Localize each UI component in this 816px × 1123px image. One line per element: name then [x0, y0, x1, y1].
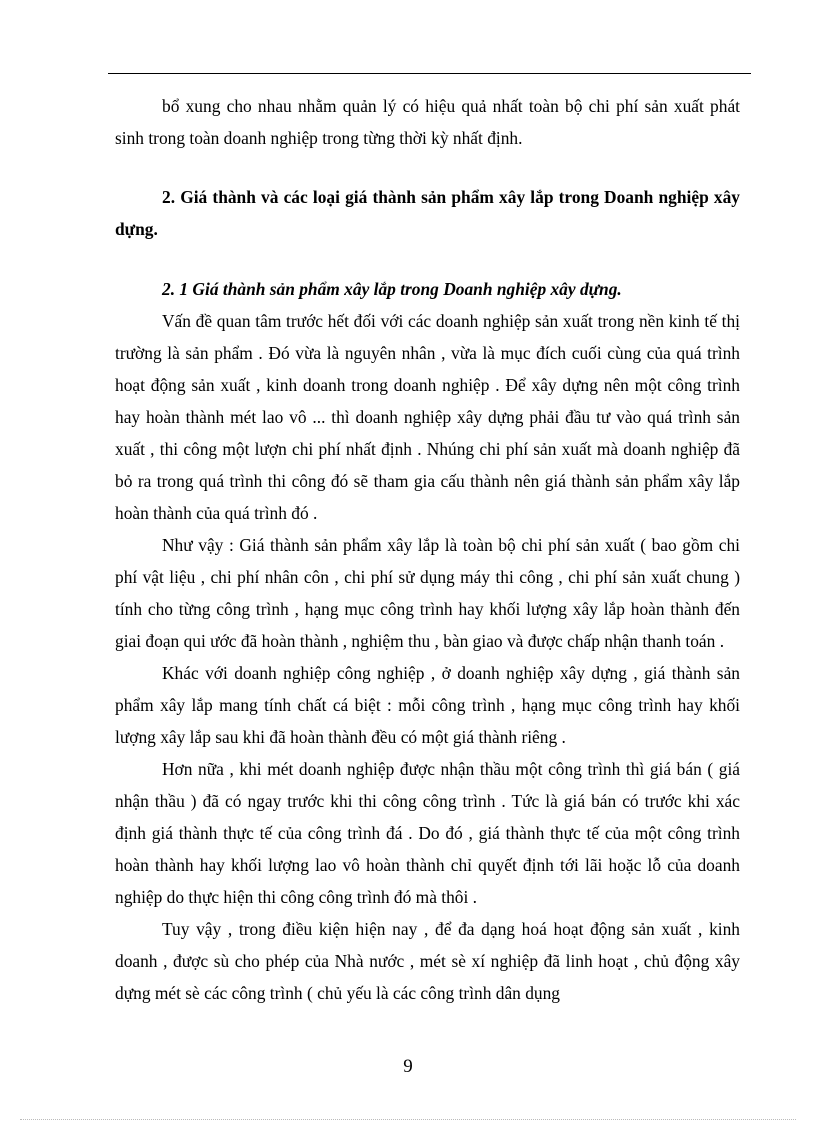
subsection-heading: 2. 1 Giá thành sản phẩm xây lắp trong Doanh nghiệp xây dựng. — [162, 279, 622, 299]
paragraph: Vấn đề quan tâm trước hết đối với các doanh nghiệp sản xuất trong nền kinh tế thị trường là sản phẩm . Đó vừa là nguyên nhân , vừa là mục đích cuối cùng của quá trình hoạt động sản xuất , kinh doanh trong doanh nghiệp . Để xây dựng nên một công trình hay hoàn thành mét lao vô ... thì doanh nghiệp xây dựng phải đầu tư vào quá trình sản xuất , thi công một lượn chi phí nhất định . Nhúng chi phí sản xuất mà doanh nghiệp đã bỏ ra trong quá trình thi công đó sẽ tham gia cấu thành nên giá thành sản phẩm xây lắp hoàn thành của quá trình đó . — [115, 311, 740, 523]
paragraph: Hơn nữa , khi mét doanh nghiệp được nhận thầu một công trình thì giá bán ( giá nhận thầu ) đã có ngay trước khi thi công công trình . Tức là giá bán có trước khi xác định giá thành thực tế của công trình đá . Do đó , giá thành thực tế của một công trình hoàn thành hay khối lượng lao vô hoàn thành chỉ quyết định tới lãi hoặc lỗ của doanh nghiệp do thực hiện thi công công trình đó mà thôi . — [115, 759, 740, 907]
section-heading: 2. Giá thành và các loại giá thành sản phẩm xây lắp trong Doanh nghiệp xây dựng. — [115, 187, 740, 239]
paragraph: Tuy vậy , trong điều kiện hiện nay , để đa dạng hoá hoạt động sản xuất , kinh doanh , được sù cho phép của Nhà nước , mét sè xí nghiệp đã linh hoạt , chủ động xây dựng mét sè các công trình ( chủ yếu là các công trình dân dụng — [115, 919, 740, 1003]
paragraph: Như vậy : Giá thành sản phẩm xây lắp là toàn bộ chi phí sản xuất ( bao gồm chi phí vật liệu , chi phí nhân côn , chi phí sử dụng máy thi công , chi phí sản xuất chung ) tính cho từng công trình , hạng mục công trình hay khối lượng xây lắp hoàn thành đến giai đoạn qui ước đã hoàn thành , nghiệm thu , bàn giao và được chấp nhận thanh toán . — [115, 535, 740, 651]
paragraph-intro: bổ xung cho nhau nhằm quản lý có hiệu quả nhất toàn bộ chi phí sản xuất phát sinh trong toàn doanh nghiệp trong từng thời kỳ nhất định. — [115, 96, 740, 148]
page-body — [115, 90, 740, 1009]
page-number: 9 — [403, 1056, 413, 1077]
header-rule — [108, 73, 751, 74]
footer-rule — [20, 1119, 796, 1120]
paragraph: Khác với doanh nghiệp công nghiệp , ở doanh nghiệp xây dựng , giá thành sản phẩm xây lắp mang tính chất cá biệt : mỗi công trình , hạng mục công trình hay khối lượng xây lắp sau khi đã hoàn thành đều có một giá thành riêng . — [115, 663, 740, 747]
